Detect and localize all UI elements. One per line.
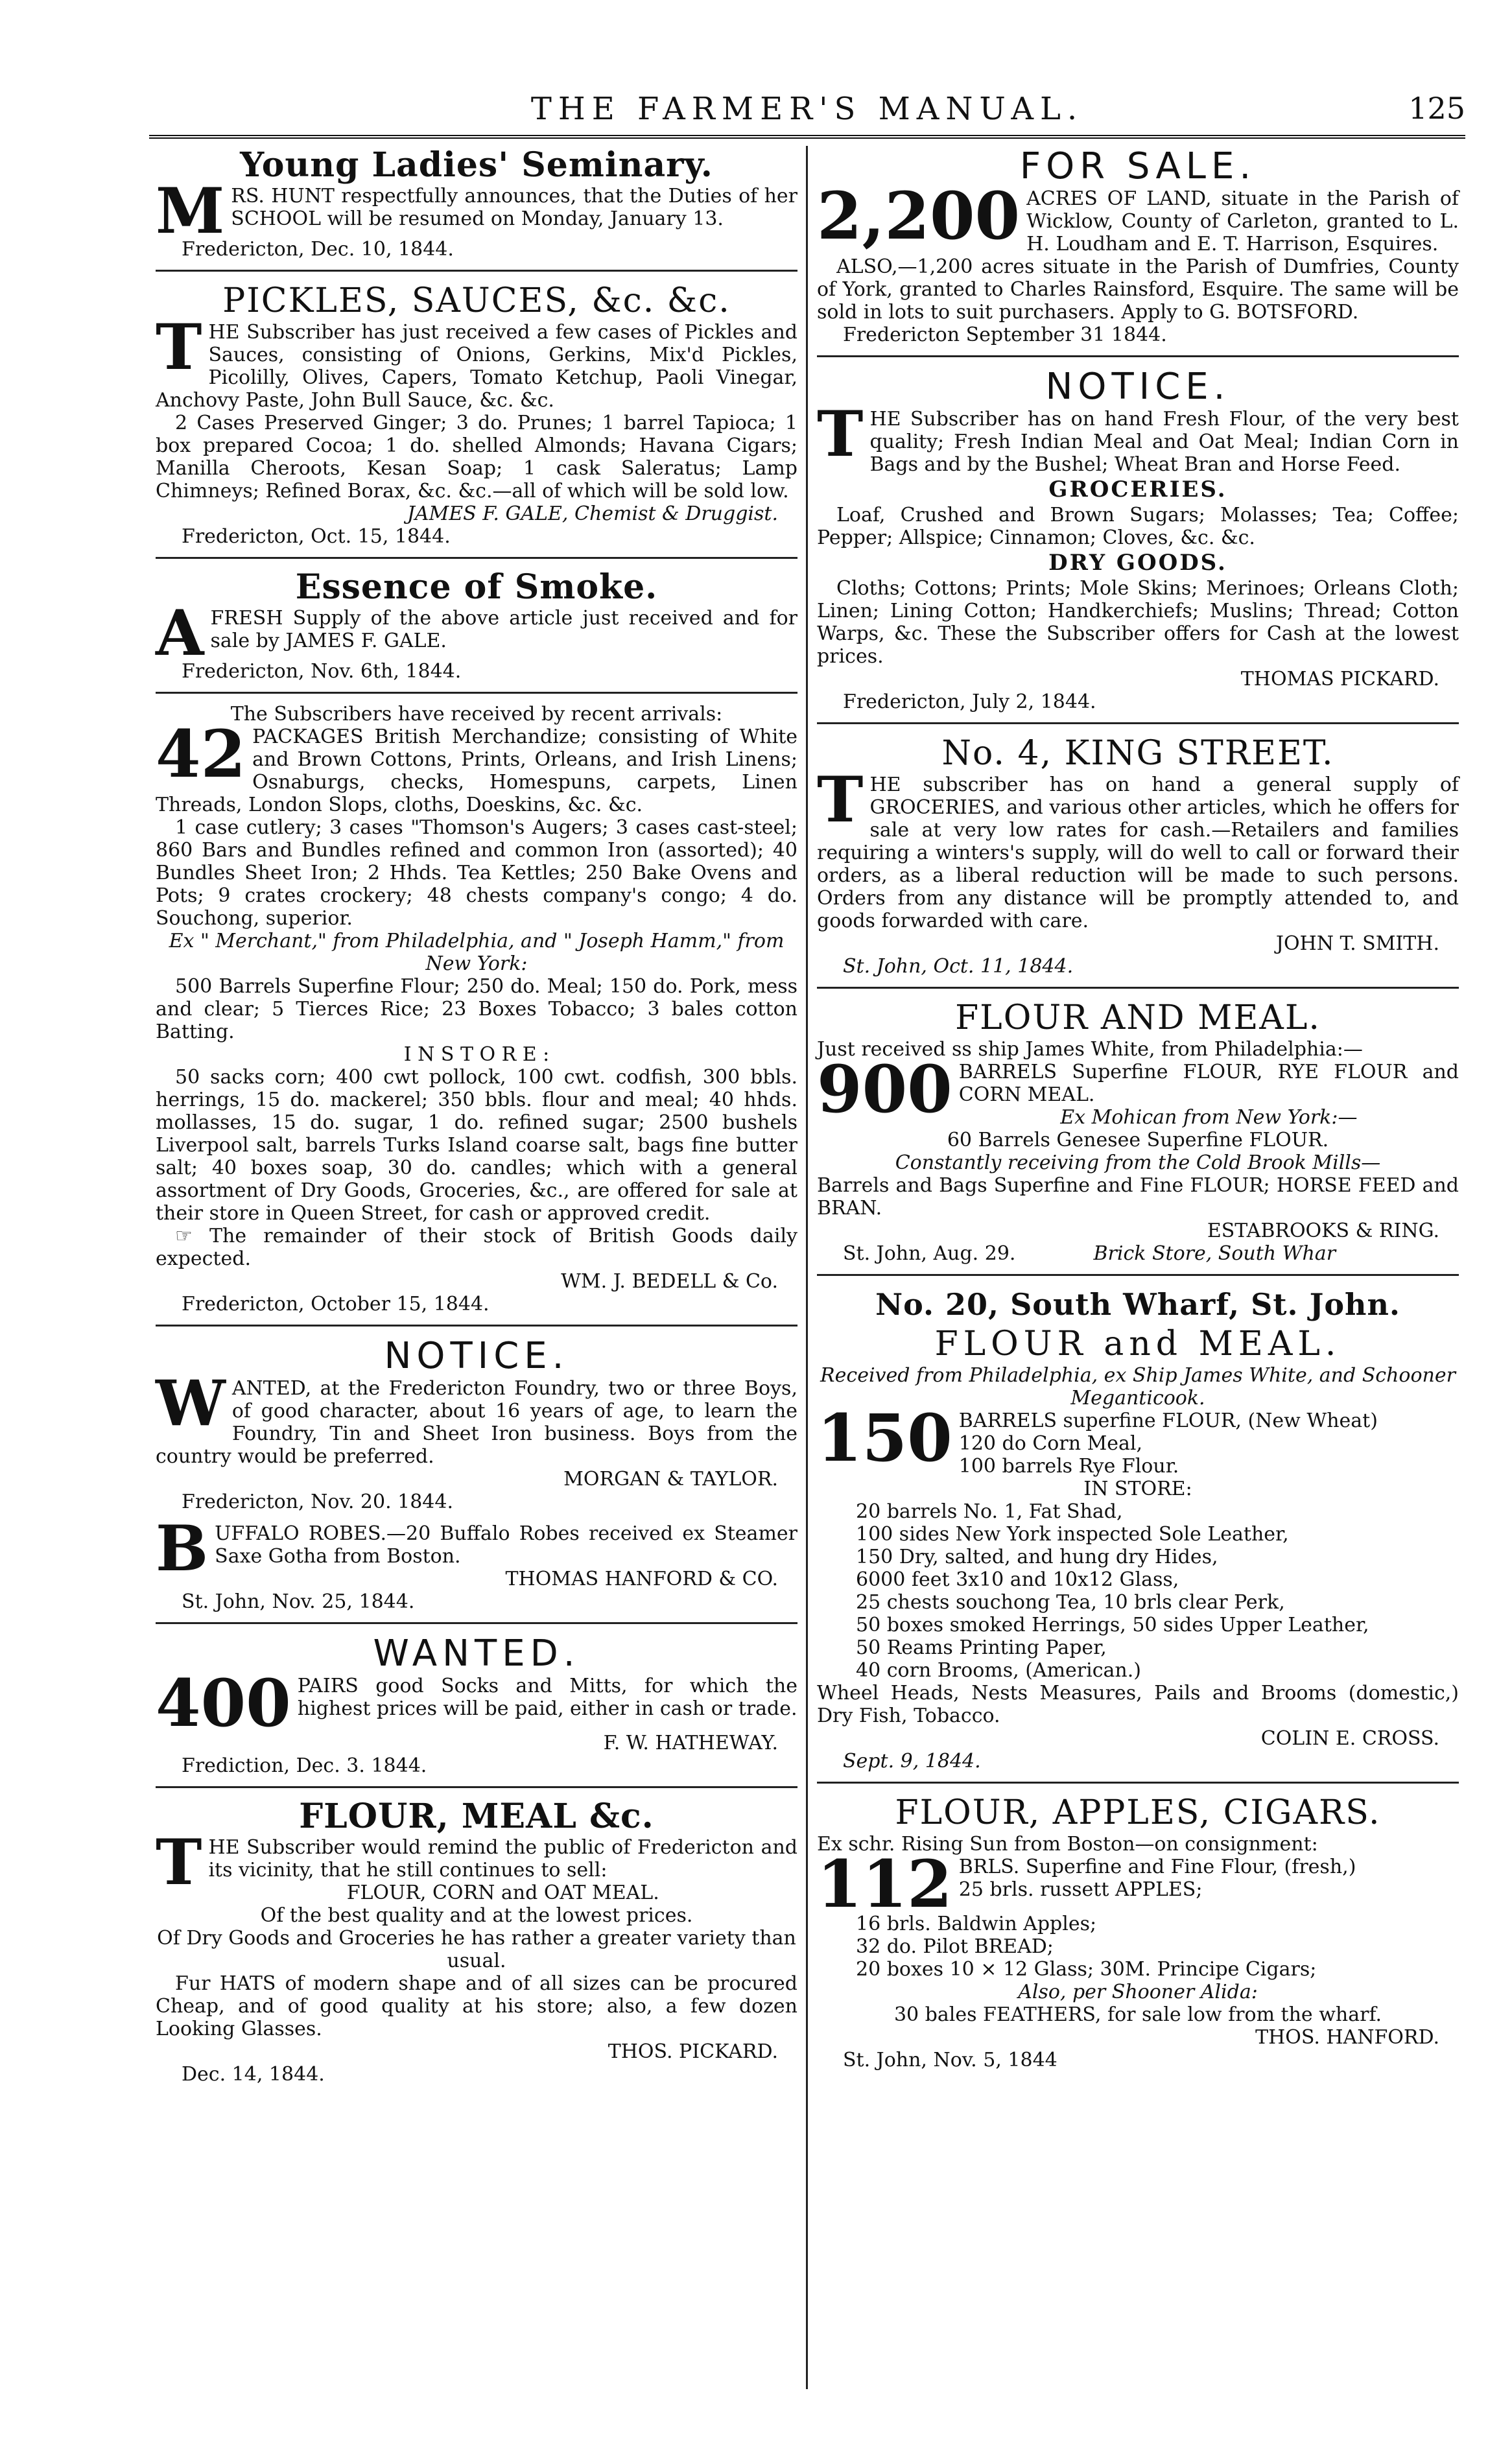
ad-heading: No. 20, South Wharf, St. John. [875, 1287, 1400, 1322]
ad-subheading: FLOUR and MEAL. [934, 1325, 1341, 1363]
ad-signature: MORGAN & TAYLOR. [563, 1468, 778, 1491]
list-item: 100 sides New York inspected Sole Leather, [856, 1523, 1289, 1546]
list-item: 20 barrels No. 1, Fat Shad, [856, 1500, 1123, 1523]
divider [817, 1274, 1459, 1276]
ad-body: Fur HATS of modern shape and of all sizes can be procured Cheap, and of good quality at his store; also, a few dozen Looking Glasses. [156, 1972, 797, 2040]
ad-also: Also, per Shooner Alida: [1018, 1981, 1258, 2003]
divider [817, 722, 1459, 724]
drop-cap: T [156, 1826, 202, 1899]
ad-date: Fredericton, Nov. 20. 1844. [182, 1491, 454, 1513]
ad-signature: JAMES F. GALE, Chemist & Druggist. [407, 502, 778, 525]
ad-date: Dec. 14, 1844. [182, 2063, 325, 2086]
page-number: 125 [1408, 91, 1465, 126]
subheading-groceries: GROCERIES. [1048, 477, 1227, 502]
ad-ex: Ex " Merchant," from Philadelphia, and " Joseph Hamm," from New York: [169, 930, 785, 975]
ad-heading: No. 4, KING STREET. [941, 734, 1334, 773]
ad-foundry-notice [156, 1336, 797, 1513]
ad-smoke [156, 568, 797, 683]
ad-body: ANTED, at the Fredericton Foundry, two or three Boys, of good character, about 16 years of age, to learn the Foundry, Tin and Sheet Iron business. Boys from the country would be preferred. [156, 1377, 797, 1468]
ad-pickard-notice [817, 366, 1459, 713]
ad-signature: THOS. HANFORD. [1255, 2026, 1439, 2049]
ad-heading: FLOUR, MEAL &c. [299, 1797, 654, 1836]
ad-heading: Young Ladies' Seminary. [240, 145, 713, 185]
divider [156, 1622, 797, 1624]
ad-line: Constantly receiving from the Cold Brook Mills— [895, 1151, 1381, 1174]
drop-cap: M [156, 174, 225, 248]
divider [817, 1782, 1459, 1784]
ad-body: 30 bales FEATHERS, for sale low from the wharf. [893, 2003, 1382, 2026]
list-item: 32 do. Pilot BREAD; [856, 1935, 1054, 1958]
divider [156, 270, 797, 272]
in-store-label: I N S T O R E : [403, 1043, 550, 1066]
ad-signature: COLIN E. CROSS. [1260, 1727, 1439, 1750]
divider [817, 355, 1459, 357]
ad-king-street [817, 733, 1459, 978]
ad-date: St. John, Nov. 25, 1844. [182, 1590, 415, 1613]
ad-line: 25 brls. russett APPLES; [958, 1878, 1203, 1901]
ad-heading: FLOUR, APPLES, CIGARS. [895, 1793, 1381, 1832]
big-number: 2,200 [817, 178, 1021, 254]
ad-body: BARRELS Superfine FLOUR, RYE FLOUR and CORN MEAL. [958, 1061, 1459, 1106]
drop-cap: T [817, 397, 864, 471]
in-store-label: IN STORE: [1083, 1478, 1192, 1500]
ad-body: ACRES OF LAND, situate in the Parish of Wicklow, County of Carleton, granted to L. H. Loudham and E. T. Harrison, Esquires. [1026, 187, 1459, 255]
ad-body: 1 case cutlery; 3 cases "Thomson's Augers; 3 cases cast-steel; 860 Bars and Bundles refined and common Iron (assorted); 40 Bundles Sheet Iron; 2 Hhds. Tea Kettles; 250 Bake Ovens and Pots; 9 crates crockery; 48 chests company's congo; 4 do. Souchong, superior. [156, 816, 797, 930]
drop-cap: W [156, 1367, 226, 1440]
drop-cap: A [156, 596, 204, 670]
subheading-dry-goods: DRY GOODS. [1048, 550, 1227, 576]
ad-pickles [156, 281, 797, 548]
divider [156, 557, 797, 559]
list-item: 20 boxes 10 × 12 Glass; 30M. Principe Cigars; [856, 1958, 1317, 1981]
ad-heading: FOR SALE. [1019, 145, 1257, 187]
big-number: 112 [817, 1846, 952, 1922]
ad-seminary [156, 146, 797, 261]
stock-list [817, 1913, 1459, 1981]
ad-ex: Ex Mohican from New York:— [1060, 1106, 1358, 1129]
ad-body: FRESH Supply of the above article just received and for sale by JAMES F. GALE. [210, 607, 797, 652]
ad-signature: THOS. PICKARD. [608, 2040, 778, 2063]
ad-line: 60 Barrels Genesee Superfine FLOUR. [947, 1129, 1329, 1151]
ad-heading: NOTICE. [1045, 366, 1231, 408]
ad-date: Fredericton, July 2, 1844. [843, 690, 1096, 713]
drop-cap: B [156, 1512, 209, 1585]
ad-apples-cigars [817, 1793, 1459, 2071]
ad-signature: F. W. HATHEWAY. [603, 1732, 778, 1754]
ad-line: FLOUR, CORN and OAT MEAL. [346, 1881, 659, 1904]
ad-body: Loaf, Crushed and Brown Sugars; Molasses; Tea; Coffee; Pepper; Allspice; Cinnamon; Cloves, &c. &c. [817, 504, 1459, 549]
ad-wanted [156, 1633, 797, 1777]
ad-buffalo [156, 1512, 797, 1613]
list-item: 150 Dry, salted, and hung dry Hides, [856, 1546, 1218, 1568]
ad-date: Fredericton, Nov. 6th, 1844. [182, 660, 462, 683]
list-item: 6000 feet 3x10 and 10x12 Glass, [856, 1568, 1179, 1591]
ad-heading: PICKLES, SAUCES, &c. &c. [222, 281, 731, 320]
ad-line: Of the best quality and at the lowest prices. [260, 1904, 693, 1927]
ad-line: 120 do Corn Meal, [958, 1432, 1143, 1455]
ad-body: PACKAGES British Merchandize; consisting of White and Brown Cottons, Prints, Orleans, and Irish Linens; Osnaburgs, checks, Homespuns, carpets, Linen Threads, London Slops, cloths, Doeskins, &c. &c. [156, 725, 797, 816]
page-header [149, 91, 1465, 136]
big-number: 900 [817, 1051, 952, 1127]
ad-flour-meal-pickard [156, 1797, 797, 2086]
ad-heading: FLOUR AND MEAL. [955, 998, 1321, 1037]
ad-date: Fredericton September 31 1844. [843, 324, 1167, 346]
ad-line: BARRELS superfine FLOUR, (New Wheat) [958, 1409, 1378, 1432]
ad-date: St. John, Nov. 5, 1844 [843, 2049, 1057, 2071]
header-rule [149, 135, 1465, 139]
ad-intro: The Subscribers have received by recent arrivals: [230, 703, 723, 725]
ad-intro: Just received ss ship James White, from Philadelphia:— [817, 1038, 1363, 1061]
column-divider [806, 146, 808, 2389]
ad-body: HE Subscriber has on hand Fresh Flour, of the very best quality; Fresh Indian Meal and Oat Meal; Indian Corn in Bags and by the Bushel; Wheat Bran and Horse Feed. [869, 408, 1459, 476]
ad-date: St. John, Oct. 11, 1844. [843, 955, 1074, 978]
ad-date: Fredericton, Oct. 15, 1844. [182, 525, 451, 548]
ad-body: UFFALO ROBES.—20 Buffalo Robes received ex Steamer Saxe Gotha from Boston. [215, 1522, 797, 1568]
ad-body: 2 Cases Preserved Ginger; 3 do. Prunes; 1 barrel Tapioca; 1 box prepared Cocoa; 1 do. shelled Almonds; Havana Cigars; Manilla Cheroots, Kesan Soap; 1 cask Saleratus; Lamp Chimneys; Refined Borax, &c. &c.—all of which will be sold low. [156, 412, 797, 502]
ad-bedell [156, 703, 797, 1315]
list-item: 50 boxes smoked Herrings, 50 sides Upper Leather, [856, 1614, 1369, 1636]
ad-location: Brick Store, South Whar [1093, 1242, 1336, 1265]
ad-line: BRLS. Superfine and Fine Flour, (fresh,) [958, 1856, 1356, 1878]
ad-body: RS. HUNT respectfully announces, that the Duties of her SCHOOL will be resumed on Monday, January 13. [231, 185, 797, 230]
left-column [156, 146, 797, 2095]
ad-body: HE Subscriber has just received a few cases of Pickles and Sauces, consisting of Onions, Gerkins, Mix'd Pickles, Picolilly, Olives, Capers, Tomato Ketchup, Paoli Vinegar, Anchovy Paste, John Bull Sauce, &c. &c. [156, 321, 797, 412]
ad-signature: THOMAS PICKARD. [1240, 668, 1439, 690]
ad-line: 100 barrels Rye Flour. [958, 1455, 1179, 1478]
ad-body: HE subscriber has on hand a general supply of GROCERIES, and various other articles, which he offers for sale at very low rates for cash.—Retailers and families requiring a winters's supply, will do well to call or forward their orders, as a liberal reduction will be made to such persons. Orders from any distance will be promptly attended to, and goods forwarded with care. [817, 773, 1459, 932]
ad-signature: WM. J. BEDELL & Co. [561, 1270, 778, 1293]
ad-body: Cloths; Cottons; Prints; Mole Skins; Merinoes; Orleans Cloth; Linen; Lining Cotton; Handkerchiefs; Muslins; Thread; Cotton Warps, &c. These the Subscriber offers for Cash at the lowest prices. [817, 577, 1459, 668]
divider [817, 987, 1459, 989]
stock-list [817, 1500, 1459, 1682]
ad-for-sale [817, 146, 1459, 346]
publication-title: THE FARMER'S MANUAL. [530, 91, 1084, 127]
list-item: 16 brls. Baldwin Apples; [856, 1913, 1097, 1935]
drop-cap: T [817, 763, 864, 836]
ad-heading: Essence of Smoke. [295, 567, 658, 607]
divider [156, 692, 797, 694]
ad-date: Sept. 9, 1844. [843, 1750, 981, 1773]
ad-signature: ESTABROOKS & RING. [1207, 1220, 1439, 1242]
ad-body: 500 Barrels Superfine Flour; 250 do. Meal; 150 do. Pork, mess and clear; 5 Tierces Rice; 23 Boxes Tobacco; 3 bales cotton Batting. [156, 975, 797, 1043]
ad-heading: NOTICE. [384, 1335, 569, 1377]
ad-date: Fredericton, Dec. 10, 1844. [182, 238, 454, 261]
divider [156, 1325, 797, 1327]
big-number: 150 [817, 1400, 952, 1476]
ad-intro: Ex schr. Rising Sun from Boston—on consignment: [817, 1833, 1318, 1856]
ad-date: Fredericton, October 15, 1844. [182, 1293, 490, 1315]
list-item: 50 Reams Printing Paper, [856, 1636, 1107, 1659]
divider [156, 1786, 797, 1788]
big-number: 42 [156, 716, 246, 792]
right-column [817, 146, 1459, 2081]
ad-date: Frediction, Dec. 3. 1844. [182, 1754, 427, 1777]
ad-signature: JOHN T. SMITH. [1275, 932, 1439, 955]
ad-body: Wheel Heads, Nests Measures, Pails and Brooms (domestic,) Dry Fish, Tobacco. [817, 1682, 1459, 1727]
ad-body: ALSO,—1,200 acres situate in the Parish of Dumfries, County of York, granted to Charles Rainsford, Esquire. The same will be sold in lots to suit purchasers. Apply to G. BOTSFORD. [817, 255, 1459, 324]
list-item: 25 chests souchong Tea, 10 brls clear Perk, [856, 1591, 1285, 1614]
ad-body: PAIRS good Socks and Mitts, for which the highest prices will be paid, either in cash or trade. [297, 1675, 797, 1720]
ad-south-wharf [817, 1285, 1459, 1773]
ad-signature: THOMAS HANFORD & CO. [505, 1568, 778, 1590]
ad-date: St. John, Aug. 29. [843, 1242, 1016, 1265]
ad-received: Received from Philadelphia, ex Ship James White, and Schooner Meganticook. [820, 1364, 1456, 1409]
ad-line: Of Dry Goods and Groceries he has rather a greater variety than usual. [157, 1927, 796, 1972]
ad-heading: WANTED. [373, 1633, 580, 1675]
drop-cap: T [156, 311, 202, 384]
ad-flour-and-meal [817, 998, 1459, 1265]
ad-body: ☞ The remainder of their stock of British Goods daily expected. [156, 1225, 797, 1270]
ad-body: Barrels and Bags Superfine and Fine FLOUR; HORSE FEED and BRAN. [817, 1174, 1459, 1220]
ad-body: 50 sacks corn; 400 cwt pollock, 100 cwt. codfish, 300 bbls. herrings, 15 do. mackerel; 350 bbls. flour and meal; 40 hhds. mollasses, 15 do. sugar, 1 do. refined sugar; 2500 bushels Liverpool salt, barrels Turks Island coarse salt, bags fine butter salt; 40 boxes soap, 30 do. candles; which with a general assortment of Dry Goods, Groceries, &c., are offered for sale at their store in Queen Street, for cash or approved credit. [156, 1066, 797, 1225]
list-item: 40 corn Brooms, (American.) [856, 1659, 1141, 1682]
ad-body: HE Subscriber would remind the public of Fredericton and its vicinity, that he still continues to sell: [208, 1836, 797, 1881]
big-number: 400 [156, 1665, 291, 1741]
